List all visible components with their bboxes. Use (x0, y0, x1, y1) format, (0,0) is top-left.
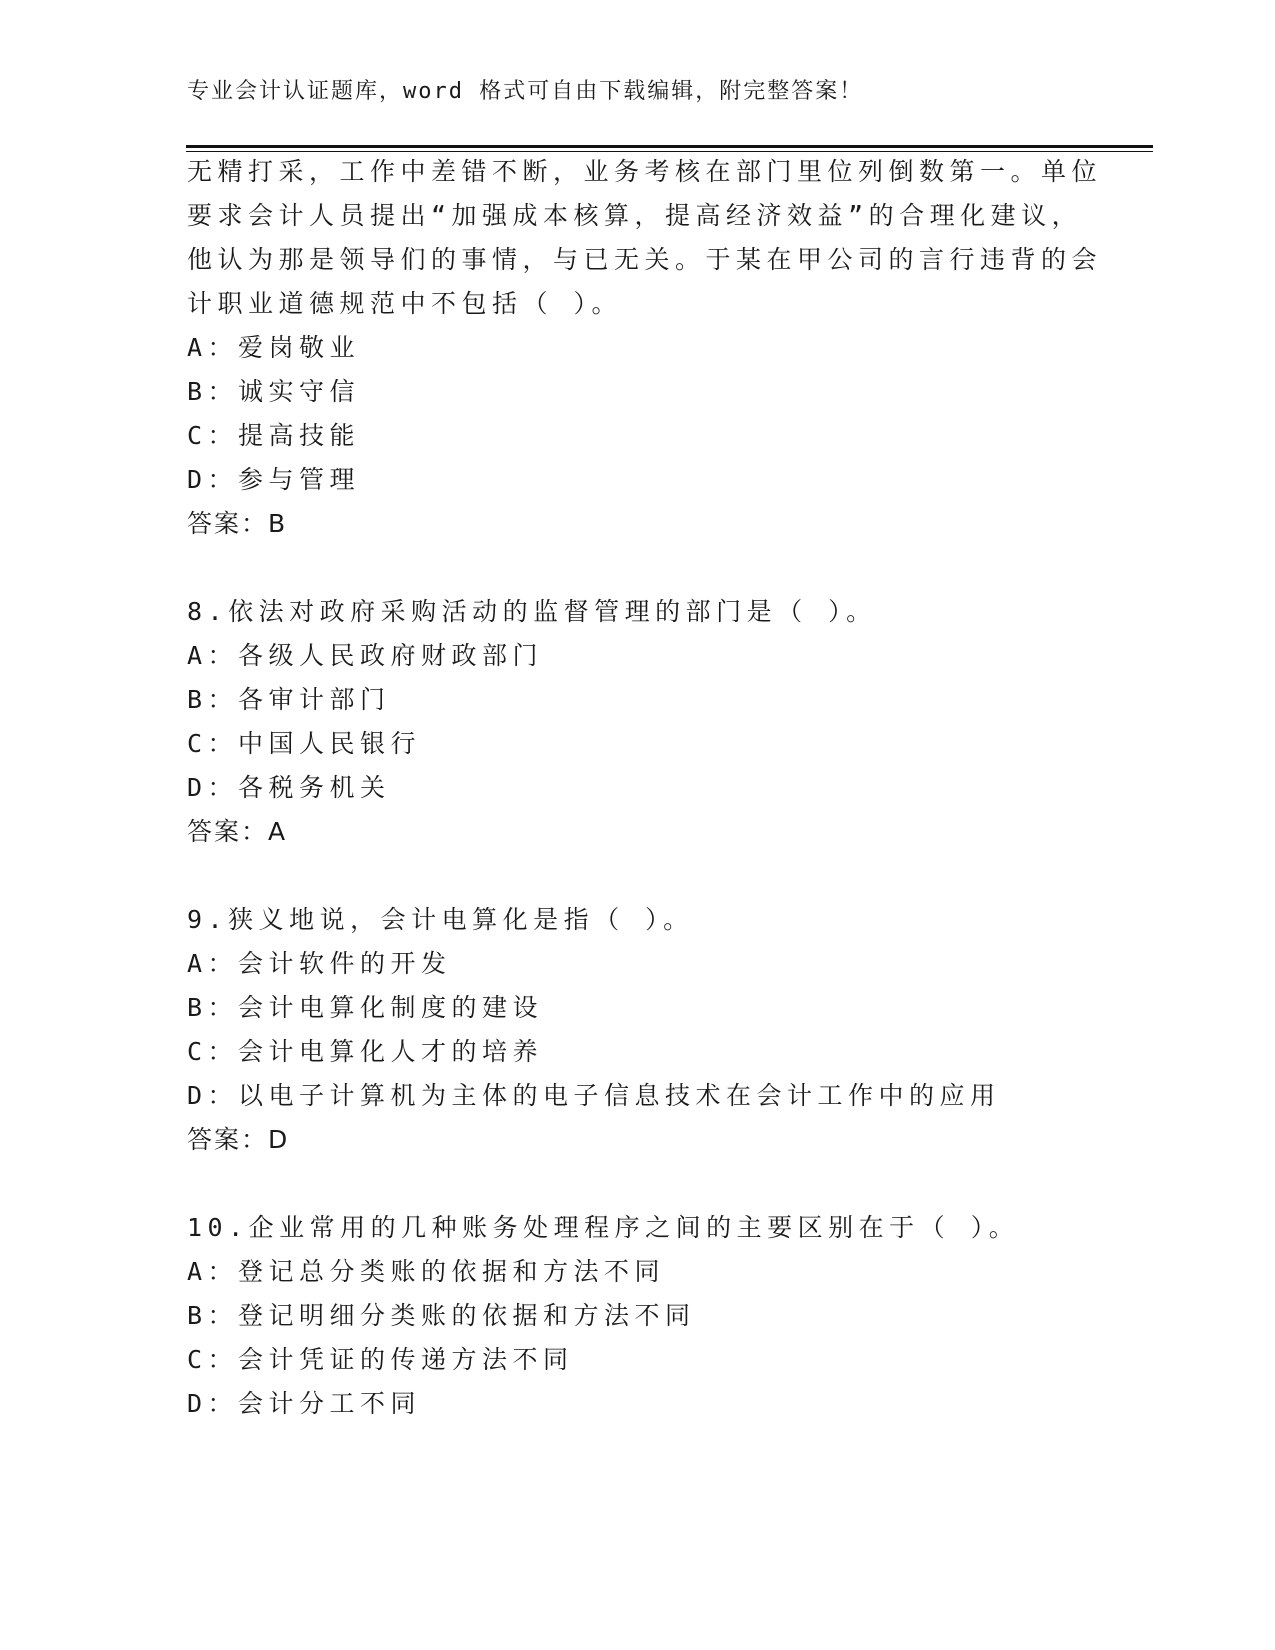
option-c: C：提高技能 (187, 421, 361, 450)
option-c: C：中国人民银行 (187, 729, 422, 758)
answer-label: 答案：D (187, 1125, 290, 1154)
option-a: A：爱岗敬业 (187, 333, 361, 362)
option-a: A：各级人民政府财政部门 (187, 641, 544, 670)
page-header: 专业会计认证题库，word 格式可自由下载编辑，附完整答案！ (187, 79, 864, 104)
answer-label: 答案：A (187, 817, 288, 846)
option-d: D：以电子计算机为主体的电子信息技术在会计工作中的应用 (187, 1081, 1001, 1110)
option-c: C：会计电算化人才的培养 (187, 1037, 544, 1066)
header-rule-thin (186, 151, 1153, 152)
answer-label: 答案：B (187, 509, 288, 538)
question-text-line: 计职业道德规范中不包括（ ）。 (187, 289, 623, 318)
question-text-line: 他认为那是领导们的事情，与已无关。于某在甲公司的言行违背的会 (187, 245, 1103, 274)
option-b: B：诚实守信 (187, 377, 361, 406)
option-d: D：参与管理 (187, 465, 361, 494)
option-a: A：会计软件的开发 (187, 949, 452, 978)
option-a: A：登记总分类账的依据和方法不同 (187, 1257, 666, 1286)
option-d: D：会计分工不同 (187, 1389, 422, 1418)
header-rule-thick (186, 145, 1153, 148)
option-b: B：登记明细分类账的依据和方法不同 (187, 1301, 696, 1330)
question-stem: 9.狭义地说，会计电算化是指（ ）。 (187, 905, 694, 934)
option-d: D：各税务机关 (187, 773, 391, 802)
question-text-line: 要求会计人员提出“加强成本核算，提高经济效益”的合理化建议， (187, 201, 1083, 230)
question-text-line: 无精打采，工作中差错不断，业务考核在部门里位列倒数第一。单位 (187, 157, 1103, 186)
question-stem: 10.企业常用的几种账务处理程序之间的主要区别在于（ ）。 (187, 1213, 1020, 1242)
option-c: C：会计凭证的传递方法不同 (187, 1345, 574, 1374)
question-stem: 8.依法对政府采购活动的监督管理的部门是（ ）。 (187, 597, 877, 626)
option-b: B：各审计部门 (187, 685, 391, 714)
option-b: B：会计电算化制度的建设 (187, 993, 544, 1022)
